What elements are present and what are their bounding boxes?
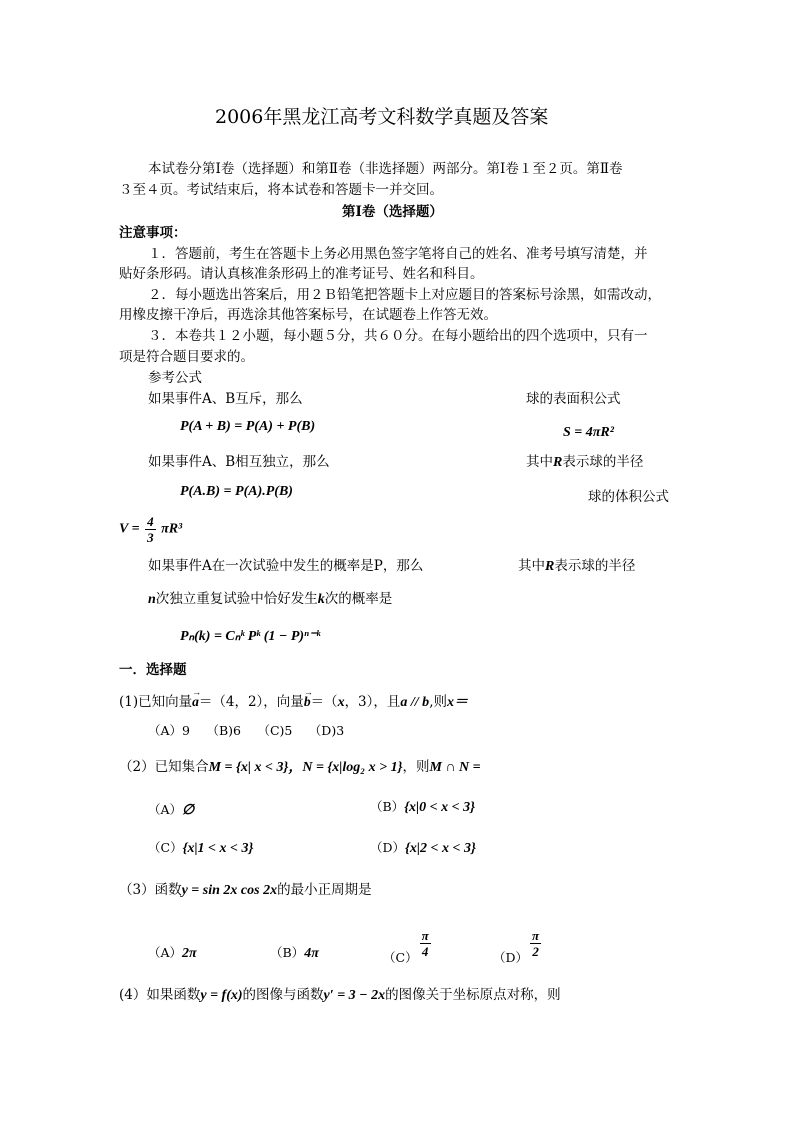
note-3a: ３．本卷共１２小题，每小题５分，共６０分。在每小题给出的四个选项中，只有一 (148, 328, 648, 344)
indep-formula: P(A.B) = P(A).P(B) (180, 484, 293, 499)
q2-option-d: （D）{x|2 < x < 3} (370, 840, 476, 856)
question-2: （2）已知集合M = {x| x < 3}，N = {x|log₂ x > 1}，则M ∩ N = (119, 759, 481, 775)
set-definitions: M = {x| x < 3}，N = {x|log₂ x > 1} (208, 760, 403, 775)
note-2b: 用橡皮擦干净后，再选涂其他答案标号，在试题卷上作答无效。 (119, 307, 497, 323)
note-3b: 项是符合题目要求的。 (119, 349, 254, 365)
radius-note-1: 其中R表示球的半径 (526, 454, 644, 470)
function-expression: y = sin 2x cos 2x (181, 883, 278, 898)
volume-formula: V = $\frac{4}{3}$ πR³ (119, 514, 183, 545)
notes-heading: 注意事项： (119, 225, 187, 241)
indep-text: 如果事件A、B相互独立，那么 (148, 454, 330, 470)
question-1-options: （A）9 （B)6 （C)5 （D)3 (148, 723, 345, 738)
q2-option-b: （B）{x|0 < x < 3} (370, 799, 475, 815)
q3-option-b: （B）4π (270, 945, 319, 961)
page-title: 2006年黑龙江高考文科数学真题及答案 (215, 106, 549, 128)
question-4: (4）如果函数y = f(x)的图像与函数y′ = 3 − 2x的图像关于坐标原点对称，则 (119, 987, 561, 1003)
n-trials-text: n次独立重复试验中恰好发生k次的概率是 (148, 591, 393, 607)
radius-note-2: 其中R表示球的半径 (518, 558, 636, 574)
binomial-formula: Pₙ(k) = Cₙᵏ Pᵏ (1 − P)ⁿ⁻ᵏ (180, 629, 321, 644)
q2-option-c: （C）{x|1 < x < 3} (148, 840, 254, 856)
q3-option-a: （A）2π (148, 945, 197, 961)
q3-option-d: （D） $\frac{\pi}{2}$ (493, 928, 540, 965)
question-3: （3）函数y = sin 2x cos 2x的最小正周期是 (119, 882, 372, 898)
mutex-formula: P(A + B) = P(A) + P(B) (180, 419, 316, 434)
vector-a: → a (192, 692, 199, 712)
vector-b: → b (304, 692, 311, 712)
q3-option-c: （C） $\frac{\pi}{4}$ (383, 928, 429, 965)
parallel-relation: a // b (400, 695, 430, 710)
volume-numerator: 4 (147, 514, 154, 529)
note-1b: 贴好条形码。请认真核准条形码上的准考证号、姓名和科目。 (119, 266, 484, 282)
mutex-text: 如果事件A、B互斥，那么 (148, 391, 303, 407)
note-1a: １．答题前，考生在答题卡上务必用黑色签字笔将自己的姓名、准考号填写清楚，并 (148, 246, 648, 262)
volume-denominator: 3 (147, 530, 154, 545)
sphere-volume-label: 球的体积公式 (588, 489, 669, 505)
q2-option-a: （A）∅ (148, 802, 195, 818)
intro-line-2: ３至４页。考试结束后，将本试卷和答题卡一并交回。 (119, 182, 443, 198)
section-1-title: 第Ⅰ卷（选择题） (342, 204, 443, 220)
sphere-area-formula: S = 4πR² (563, 425, 614, 440)
prob-p-text: 如果事件A在一次试验中发生的概率是P，那么 (148, 558, 424, 574)
note-2a: ２．每小题选出答案后，用２Ｂ铅笔把答题卡上对应题目的答案标号涂黑，如需改动， (148, 287, 661, 303)
question-1: (1)已知向量→ a＝（4，2），向量→ b＝（x，3），且a // b,则x＝ (119, 692, 468, 712)
part-1-heading: 一．选择题 (119, 662, 187, 678)
sphere-area-label: 球的表面积公式 (526, 391, 621, 407)
formulas-heading: 参考公式 (148, 370, 202, 386)
intro-line-1: 本试卷分第Ⅰ卷（选择题）和第Ⅱ卷（非选择题）两部分。第Ⅰ卷１至２页。第Ⅱ卷 (148, 161, 623, 177)
